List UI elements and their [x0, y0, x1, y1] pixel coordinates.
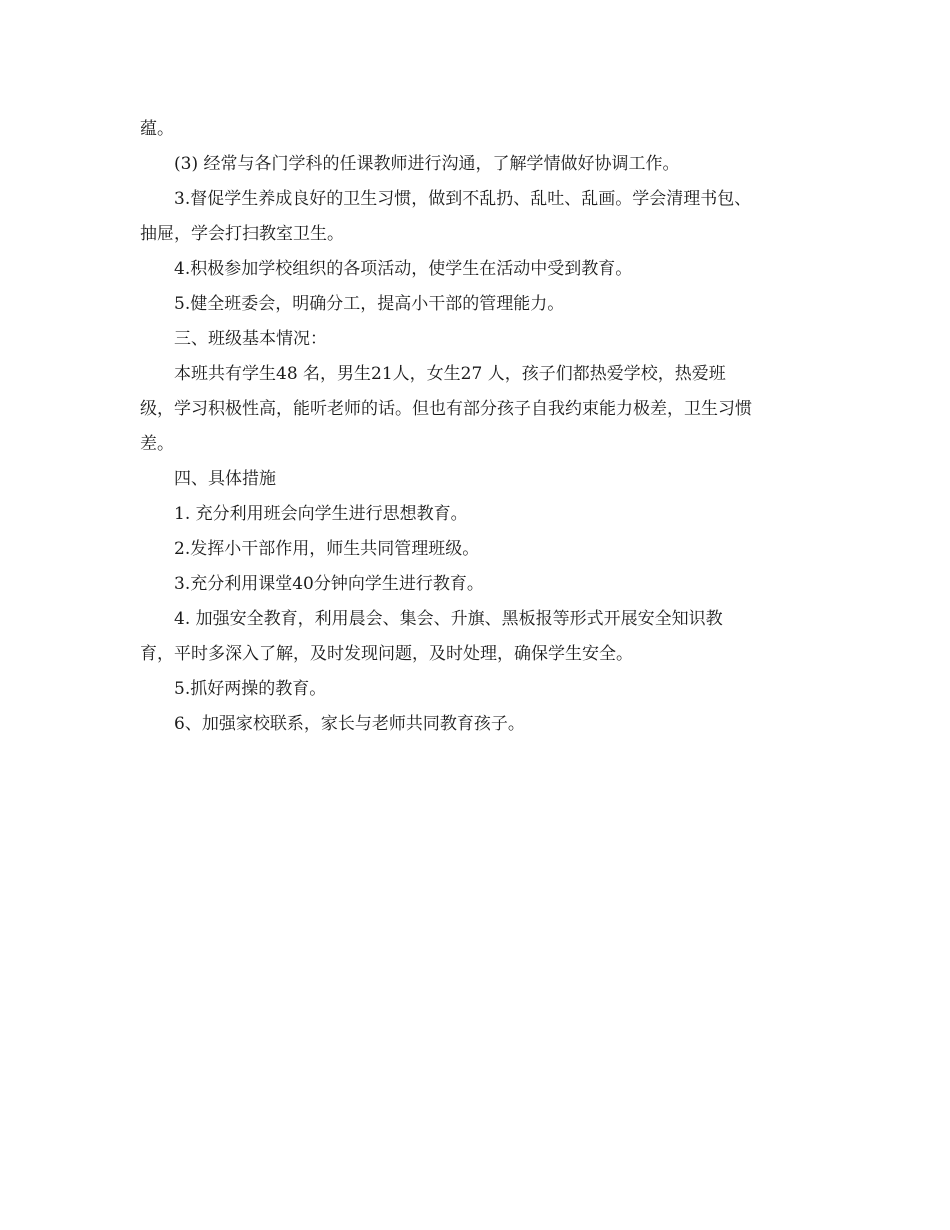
text-line: 5.健全班委会，明确分工，提高小干部的管理能力。	[174, 294, 565, 314]
text-line: 本班共有学生48 名，男生21人，女生27 人，孩子们都热爱学校，热爱班	[174, 364, 726, 384]
text-line: 3.充分利用课堂40分钟向学生进行教育。	[174, 574, 484, 594]
text-line: 1. 充分利用班会向学生进行思想教育。	[174, 504, 468, 524]
section-heading: 四、具体措施	[174, 469, 276, 489]
text-line: 4. 加强安全教育，利用晨会、集会、升旗、黑板报等形式开展安全知识教	[174, 609, 723, 629]
section-heading: 三、班级基本情况：	[174, 329, 327, 349]
text-line: 5.抓好两操的教育。	[174, 679, 327, 699]
text-line: 蕴。	[140, 119, 174, 139]
text-line: 级，学习积极性高，能听老师的话。但也有部分孩子自我约束能力极差，卫生习惯	[140, 399, 752, 419]
text-line: 育，平时多深入了解，及时发现问题，及时处理，确保学生安全。	[140, 644, 633, 664]
document-body	[140, 112, 815, 742]
text-line: 6、加强家校联系，家长与老师共同教育孩子。	[174, 714, 525, 734]
text-line: 3.督促学生养成良好的卫生习惯，做到不乱扔、乱吐、乱画。学会清理书包、	[174, 189, 752, 209]
text-line: 差。	[140, 434, 174, 454]
text-line: 抽屉，学会打扫教室卫生。	[140, 224, 344, 244]
text-line: 4.积极参加学校组织的各项活动，使学生在活动中受到教育。	[174, 259, 633, 279]
text-line: 2.发挥小干部作用，师生共同管理班级。	[174, 539, 480, 559]
text-line: (3) 经常与各门学科的任课教师进行沟通，了解学情做好协调工作。	[174, 154, 680, 174]
